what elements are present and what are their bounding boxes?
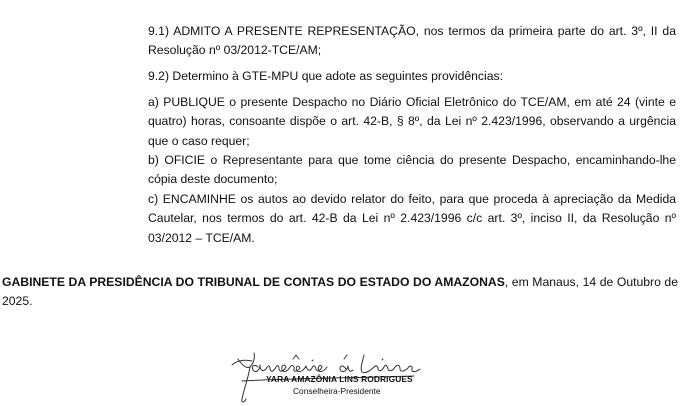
item-9-1-text: 9.1) ADMITO A PRESENTE REPRESENTAÇÃO, nos termos da primeira parte do art. 3º, II da Resolução nº 03/2012-TCE/AM; (148, 24, 676, 58)
signer-name: YARA AMAZÔNIA LINS RODRIGUES (266, 374, 413, 384)
place-date: , em Manaus, 14 de Outubro de 2025. (2, 275, 678, 309)
item-c-text: c) ENCAMINHE os autos ao devido relator do feito, para que proceda à apreciação da Medida Cautelar, nos termos do art. 42-B da Lei nº 2.423/1996 c/c art. 3º, inciso II, da Resolução nº 03/2012 – TCE/AM. (148, 192, 676, 245)
closing-paragraph (2, 273, 678, 312)
item-b-text: b) OFICIE o Representante para que tome ciência do presente Despacho, encaminhando-lhe cópia deste documento; (148, 153, 676, 187)
item-c (148, 190, 676, 248)
item-a (148, 93, 676, 151)
office-name: GABINETE DA PRESIDÊNCIA DO TRIBUNAL DE CONTAS DO ESTADO DO AMAZONAS (2, 275, 505, 289)
item-b (148, 151, 676, 190)
item-9-1 (148, 22, 676, 61)
item-9-2 (148, 67, 676, 86)
signer-role: Conselheira-Presidente (293, 386, 381, 396)
item-a-text: a) PUBLIQUE o presente Despacho no Diário Oficial Eletrônico do TCE/AM, em até 24 (vinte e quatro) horas, consoante dispõe o art. 42-B, § 8º, da Lei nº 2.423/1996, observando a urgência que o caso requer; (148, 95, 676, 148)
item-9-2-text: 9.2) Determino à GTE-MPU que adote as seguintes providências: (148, 69, 503, 83)
